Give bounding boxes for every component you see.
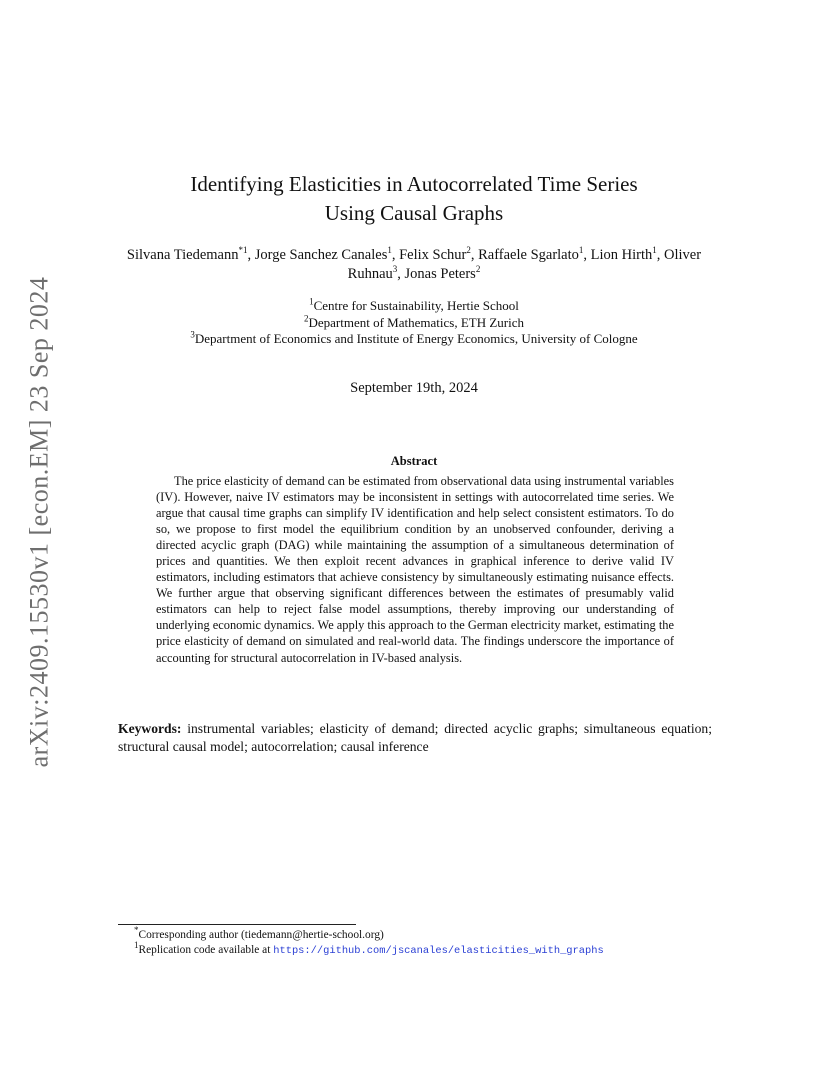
footnote-replication-code [134, 940, 714, 959]
replication-code-link[interactable]: https://github.com/jscanales/elasticities_with_graphs [273, 945, 604, 957]
author-mark: 1 [387, 245, 392, 256]
abstract-body: The price elasticity of demand can be estimated from observational data using instrumental variables (IV). However, naive IV estimators may be inconsistent in settings with autocorrelated time series. We argue that causal time graphs can simplify IV identification and help select consistent estimators. To do so, we propose to first model the equilibrium condition by an unobserved confounder, deriving a directed acyclic graph (DAG) while maintaining the assumption of a simultaneous determination of prices and quantities. We then exploit recent advances in graphical inference to derive valid IV estimators, including estimators that achieve consistency by simultaneously estimating nuisance effects. We further argue that observing significant differences between the estimates of presumably valid estimators can help to reject false model assumptions, thereby improving our understanding of underlying economic dynamics. We apply this approach to the German electricity market, estimating the price elasticity of demand on simulated and real-world data. The findings underscore the importance of accounting for structural autocorrelation in IV-based analysis. [156, 474, 674, 665]
arxiv-identifier-text: arXiv:2409.15530v1 [econ.EM] 23 Sep 2024 [24, 276, 54, 768]
arxiv-identifier [14, 268, 64, 776]
author-mark: 1 [578, 245, 584, 256]
paper-title-line-1: Identifying Elasticities in Autocorrelated Time Series [190, 172, 638, 196]
author-mark: *1 [238, 245, 248, 256]
author-name: Oliver Ruhnau [347, 247, 702, 282]
author-mark: 2 [475, 264, 481, 275]
author-name: Jorge Sanchez Canales [254, 247, 388, 263]
keywords-text: instrumental variables; elasticity of demand; directed acyclic graphs; simultaneous equation; structural causal model; autocorrelation; causal inference [118, 721, 712, 754]
affiliation [110, 331, 718, 348]
footnote-text: Replication code available at [138, 944, 274, 956]
publication-date: September 19th, 2024 [350, 380, 478, 396]
paper-title-line-2: Using Causal Graphs [324, 201, 504, 225]
author-name: Silvana Tiedemann [126, 247, 239, 263]
footnotes [134, 925, 714, 959]
affiliation [110, 315, 718, 332]
affiliation [110, 298, 718, 315]
footnote-mark: 1 [134, 940, 139, 951]
affiliation-mark: 3 [190, 329, 195, 340]
footnote-corresponding-author [134, 925, 714, 943]
keywords [118, 720, 712, 756]
author-name: Raffaele Sgarlato [478, 247, 579, 263]
affiliation-text: Department of Mathematics, ETH Zurich [308, 314, 524, 330]
author-mark: 3 [392, 264, 398, 275]
paper-title [120, 170, 708, 228]
author-mark: 2 [466, 245, 471, 256]
author-name: Lion Hirth [590, 247, 653, 263]
affiliation-text: Department of Economics and Institute of Energy Economics, University of Cologne [194, 331, 638, 346]
author-name: Jonas Peters [404, 266, 476, 282]
affiliation-text: Centre for Sustainability, Hertie School [313, 298, 519, 313]
footnote-text: Corresponding author (tiedemann@hertie-school.org) [138, 929, 384, 941]
author-name: Felix Schur [399, 247, 467, 263]
affiliation-mark: 1 [309, 296, 314, 307]
author-mark: 1 [652, 245, 657, 256]
author-list: Silvana Tiedemann$^{*1}$, Jorge Sanchez Canales$^1$, Felix Schur$^2$, Raffaele Sgarlato$^1$, Lion Hirth$^1$, Oliver Ruhnau$^3$, Jonas Peters$^2$ [126, 245, 702, 282]
footnote-divider [118, 924, 356, 925]
abstract-heading: Abstract [390, 454, 438, 468]
keywords-label: Keywords: [118, 721, 182, 736]
affiliation-mark: 2 [303, 313, 309, 324]
affiliation-list [110, 298, 718, 348]
footnote-mark: * [134, 925, 139, 936]
